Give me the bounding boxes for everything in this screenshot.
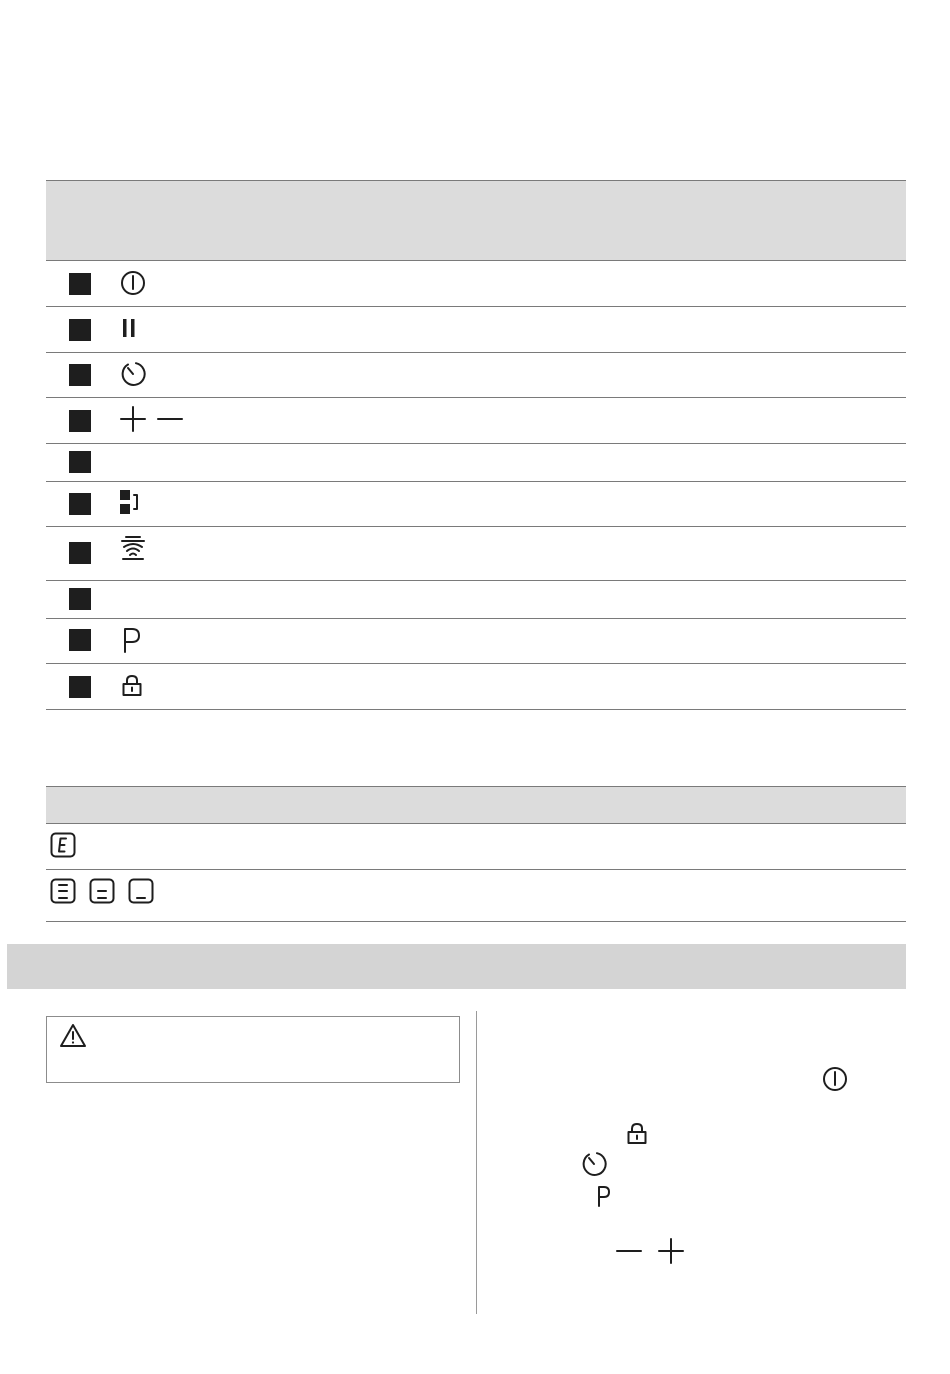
table-rule (46, 823, 906, 824)
power-icon (822, 1066, 848, 1092)
table-rule (46, 352, 906, 353)
table-rule (46, 709, 906, 710)
table-rule (46, 663, 906, 664)
power-boost-p-icon (595, 1184, 613, 1208)
table-rule (46, 397, 906, 398)
table-rule (46, 580, 906, 581)
residual-heat-medium-icon (89, 878, 115, 904)
table-rule (46, 481, 906, 482)
row-number-marker (69, 542, 91, 564)
bridge-icon (119, 489, 143, 517)
row-number-marker (69, 451, 91, 473)
lock-icon (121, 674, 143, 698)
hob2hood-icon (120, 535, 146, 561)
pause-icon (120, 317, 140, 339)
table-header (46, 787, 906, 823)
residual-heat-low-icon (128, 878, 154, 904)
warning-box (46, 1016, 460, 1083)
power-icon (120, 270, 146, 296)
row-number-marker (69, 676, 91, 698)
table-header (46, 181, 906, 260)
section-heading-band (7, 944, 906, 989)
table-rule (46, 921, 906, 922)
row-number-marker (69, 493, 91, 515)
table-rule (46, 786, 906, 787)
power-boost-p-icon (121, 626, 143, 654)
table-rule (46, 260, 906, 261)
row-number-marker (69, 410, 91, 432)
residual-heat-high-icon (50, 878, 76, 904)
error-e-display-icon (50, 832, 76, 858)
row-number-marker (69, 273, 91, 295)
warning-triangle-icon (59, 1023, 87, 1049)
table-rule (46, 306, 906, 307)
table-rule (46, 526, 906, 527)
minus-icon (156, 405, 184, 433)
row-number-marker (69, 629, 91, 651)
row-number-marker (69, 319, 91, 341)
plus-icon (657, 1237, 685, 1265)
row-number-marker (69, 588, 91, 610)
table-rule (46, 618, 906, 619)
table-rule (46, 869, 906, 870)
plus-icon (119, 405, 147, 433)
timer-icon (580, 1150, 608, 1178)
minus-icon (615, 1237, 643, 1265)
table-rule (46, 443, 906, 444)
column-divider (476, 1011, 477, 1314)
lock-icon (626, 1122, 648, 1146)
timer-icon (119, 360, 147, 388)
row-number-marker (69, 364, 91, 386)
table-rule (46, 180, 906, 181)
